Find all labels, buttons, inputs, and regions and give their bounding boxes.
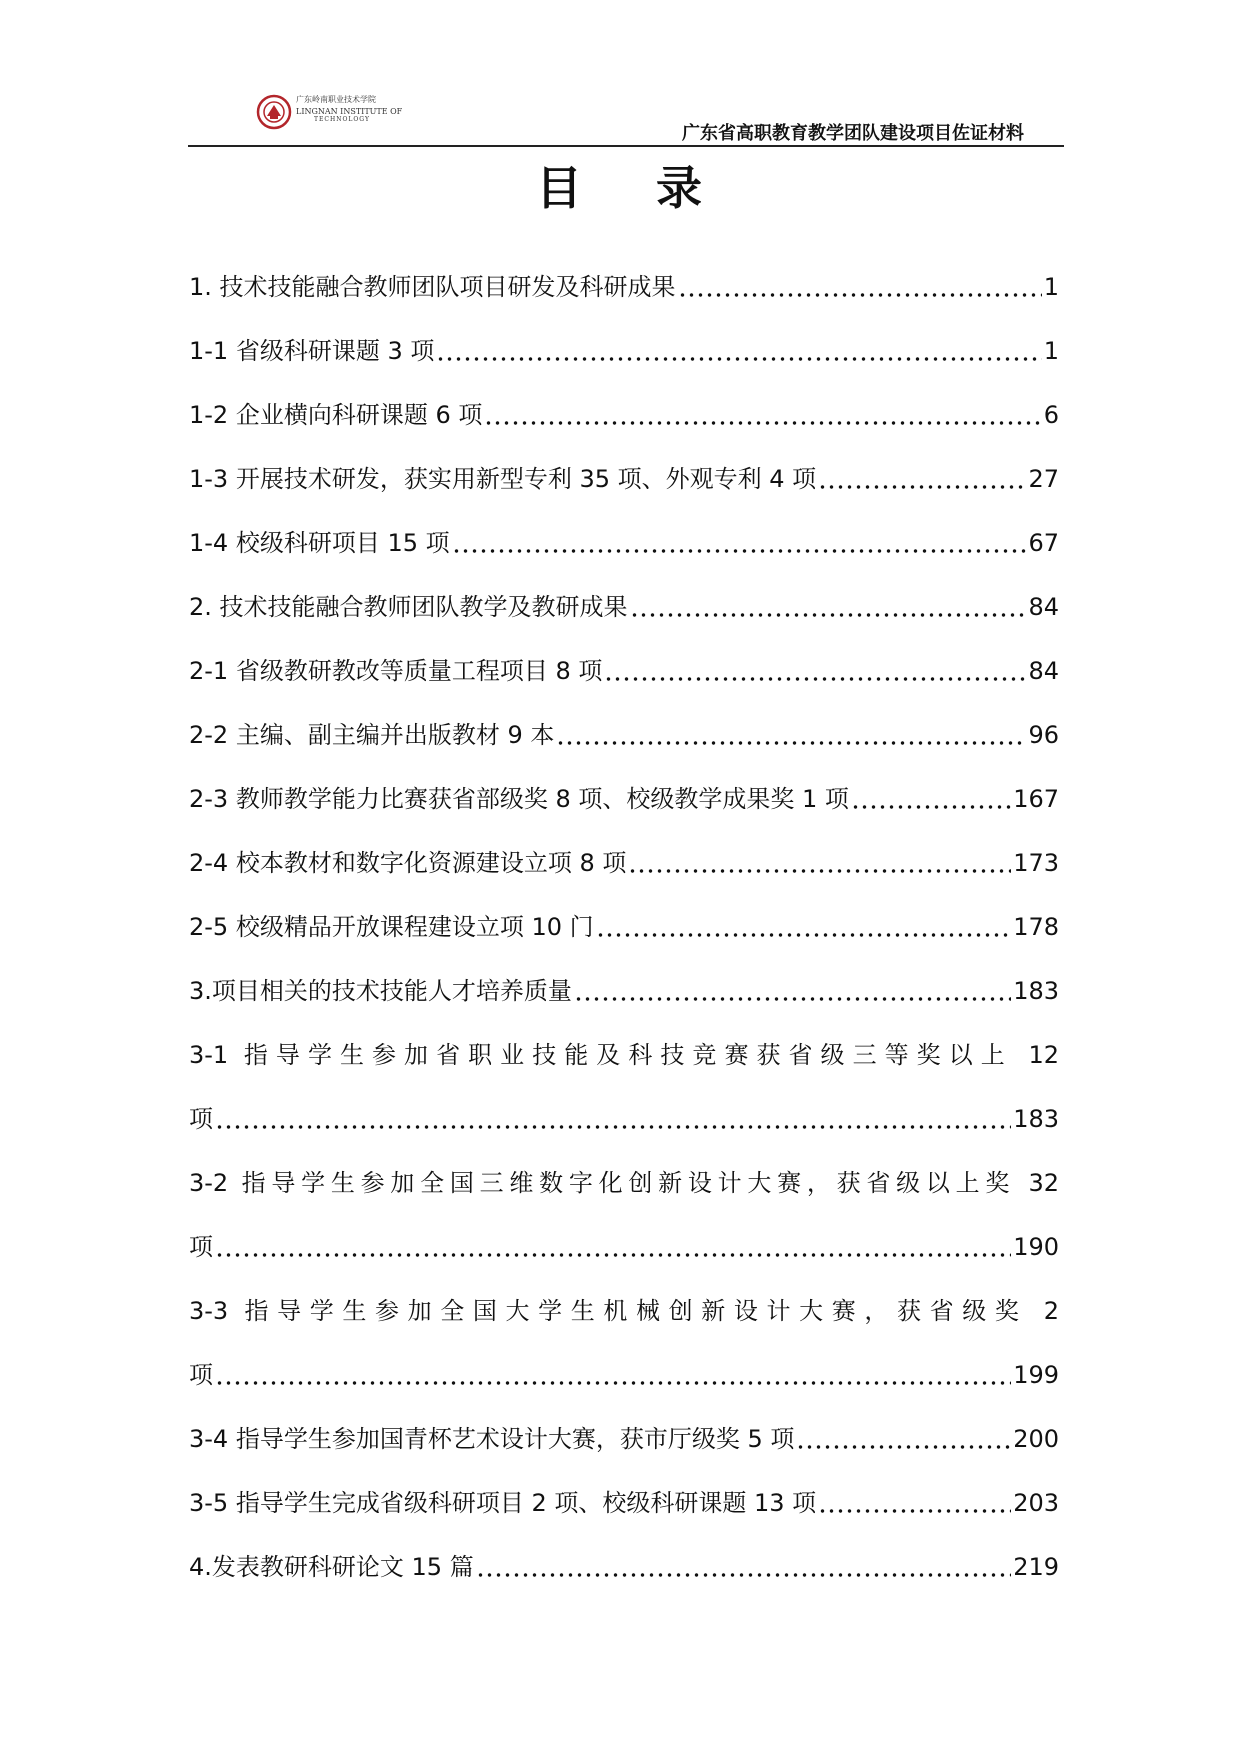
dot-leader [452, 531, 1027, 555]
page-title: 目 录 [535, 161, 705, 215]
toc-page-number: 84 [1028, 593, 1059, 621]
toc-page-number: 173 [1013, 849, 1059, 877]
toc-page-number: 183 [1013, 977, 1059, 1005]
dot-leader [796, 1427, 1011, 1451]
dot-leader [484, 403, 1041, 427]
toc-page-number: 183 [1013, 1105, 1059, 1133]
dot-leader [818, 467, 1026, 491]
toc-entry-text-continued: 项 [189, 1233, 213, 1261]
institution-logo [256, 88, 403, 136]
toc-page-number: 1 [1043, 337, 1059, 365]
toc-entry[interactable] [189, 767, 1059, 831]
toc-page-number: 84 [1028, 657, 1059, 685]
toc-entry-text: 2-1 省级教研教改等质量工程项目 8 项 [189, 657, 603, 685]
toc-entry[interactable] [189, 703, 1059, 767]
toc-entry-text: 1-2 企业横向科研课题 6 项 [189, 401, 483, 429]
logo-en-name: LINGNAN INSTITUTE OF [296, 107, 403, 116]
toc-entry-text-continued: 项 [189, 1361, 213, 1389]
toc-entry[interactable] [189, 319, 1059, 383]
toc-entry[interactable] [189, 1535, 1059, 1599]
toc-entry-continuation[interactable] [189, 1215, 1059, 1279]
toc-page-number: 6 [1043, 401, 1059, 429]
logo-en-name-2: TECHNOLOGY [314, 116, 370, 123]
dot-leader [818, 1491, 1011, 1515]
toc-entry-text: 1. 技术技能融合教师团队项目研发及科研成果 [189, 273, 676, 301]
toc-entry-text: 1-3 开展技术研发，获实用新型专利 35 项、外观专利 4 项 [189, 465, 817, 493]
toc-entry-text: 3-1 指导学生参加省职业技能及科技竞赛获省级三等奖以上 12 [189, 1041, 1059, 1069]
toc-entry-text: 1-1 省级科研课题 3 项 [189, 337, 435, 365]
dot-leader [556, 723, 1026, 747]
dot-leader [630, 595, 1027, 619]
dot-leader [436, 339, 1041, 363]
page-header [188, 88, 1064, 146]
dot-leader [678, 275, 1042, 299]
toc-page-number: 190 [1013, 1233, 1059, 1261]
toc-entry-text: 3-2 指导学生参加全国三维数字化创新设计大赛，获省级以上奖 32 [189, 1169, 1059, 1197]
dot-leader [604, 659, 1026, 683]
toc-entry-continuation[interactable] [189, 1343, 1059, 1407]
toc-page-number: 199 [1013, 1361, 1059, 1389]
toc-page-number: 219 [1013, 1553, 1059, 1581]
toc-entry[interactable] [189, 255, 1059, 319]
seal-icon [256, 94, 292, 130]
toc-page-number: 178 [1013, 913, 1059, 941]
toc-entry-text: 2-3 教师教学能力比赛获省部级奖 8 项、校级教学成果奖 1 项 [189, 785, 849, 813]
toc-entry-text: 2-4 校本教材和数字化资源建设立项 8 项 [189, 849, 627, 877]
toc-entry[interactable] [189, 1279, 1059, 1343]
toc-page-number: 96 [1028, 721, 1059, 749]
table-of-contents [189, 255, 1059, 1599]
toc-entry[interactable] [189, 383, 1059, 447]
dot-leader [851, 787, 1011, 811]
toc-page-number: 203 [1013, 1489, 1059, 1517]
dot-leader [628, 851, 1011, 875]
toc-entry-text: 4.发表教研科研论文 15 篇 [189, 1553, 474, 1581]
toc-entry-text: 2. 技术技能融合教师团队教学及教研成果 [189, 593, 628, 621]
toc-page-number: 200 [1013, 1425, 1059, 1453]
dot-leader [215, 1107, 1011, 1131]
toc-entry-continuation[interactable] [189, 1087, 1059, 1151]
header-title: 广东省高职教育教学团队建设项目佐证材料 [682, 123, 1024, 144]
dot-leader [476, 1555, 1011, 1579]
toc-entry[interactable] [189, 831, 1059, 895]
toc-entry[interactable] [189, 447, 1059, 511]
toc-entry-text: 3-4 指导学生参加国青杯艺术设计大赛，获市厅级奖 5 项 [189, 1425, 795, 1453]
toc-page-number: 27 [1028, 465, 1059, 493]
toc-entry[interactable] [189, 895, 1059, 959]
toc-page-number: 167 [1013, 785, 1059, 813]
toc-entry[interactable] [189, 575, 1059, 639]
toc-entry-text: 2-2 主编、副主编并出版教材 9 本 [189, 721, 555, 749]
toc-entry[interactable] [189, 1023, 1059, 1087]
toc-entry[interactable] [189, 1471, 1059, 1535]
toc-entry[interactable] [189, 1151, 1059, 1215]
toc-entry-text: 3.项目相关的技术技能人才培养质量 [189, 977, 572, 1005]
toc-entry-text: 3-3 指导学生参加全国大学生机械创新设计大赛，获省级奖 2 [189, 1297, 1059, 1325]
toc-entry[interactable] [189, 959, 1059, 1023]
toc-entry[interactable] [189, 639, 1059, 703]
toc-page-number: 67 [1028, 529, 1059, 557]
logo-cn-name: 广东岭南职业技术学院 [296, 95, 376, 104]
dot-leader [596, 915, 1012, 939]
dot-leader [574, 979, 1011, 1003]
header-divider [188, 145, 1064, 147]
toc-entry[interactable] [189, 511, 1059, 575]
toc-entry[interactable] [189, 1407, 1059, 1471]
dot-leader [215, 1235, 1011, 1259]
toc-entry-text: 1-4 校级科研项目 15 项 [189, 529, 450, 557]
toc-page-number: 1 [1043, 273, 1059, 301]
toc-entry-text-continued: 项 [189, 1105, 213, 1133]
toc-entry-text: 3-5 指导学生完成省级科研项目 2 项、校级科研课题 13 项 [189, 1489, 817, 1517]
dot-leader [215, 1363, 1011, 1387]
toc-entry-text: 2-5 校级精品开放课程建设立项 10 门 [189, 913, 594, 941]
